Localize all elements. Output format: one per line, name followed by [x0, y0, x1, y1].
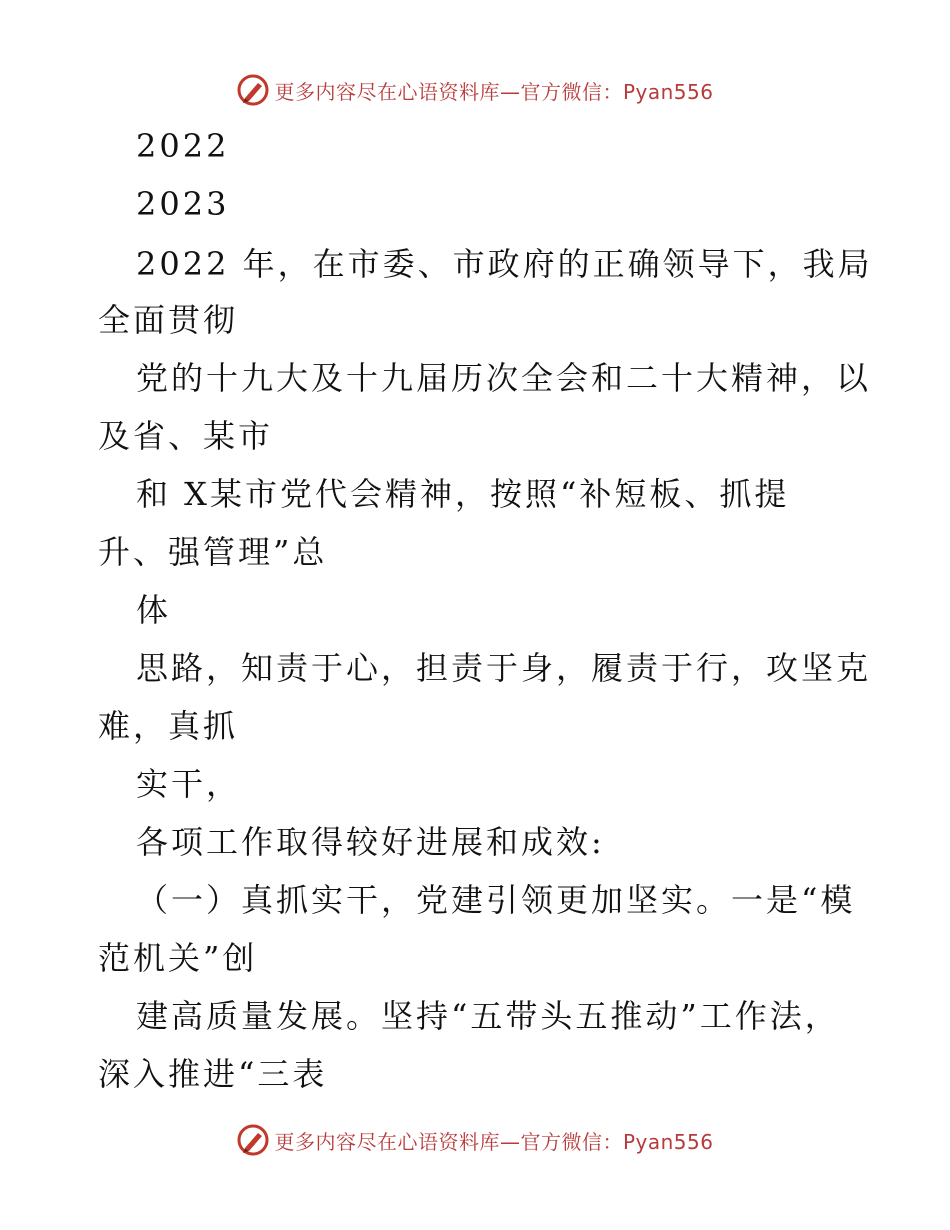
text-line: 各项工作取得较好进展和成效: [136, 823, 605, 861]
pen-logo-icon [236, 1123, 270, 1157]
text-line: 建高质量发展。坚持“五带头五推动”工作法， [136, 997, 840, 1035]
text-line: 全面贯彻 [98, 301, 239, 339]
watermark-footer [0, 1120, 950, 1160]
text-line: 实干， [136, 765, 242, 803]
text-line: 和 X某市党代会精神，按照“补短板、抓提 [136, 475, 790, 513]
text-line: 2022 年，在市委、市政府的正确领导下，我局 [136, 245, 873, 283]
text-line: 思路，知责于心，担责于身，履责于行，攻坚克 [136, 649, 872, 687]
watermark-text: 更多内容尽在心语资料库—官方微信：Pyan556 [274, 1129, 714, 1154]
text-line: 及省、某市 [98, 417, 274, 455]
watermark-header [0, 70, 950, 110]
text-line: 2023 [136, 185, 230, 223]
text-line: 范机关”创 [98, 939, 258, 977]
text-line: 难，真抓 [98, 707, 239, 745]
text-line: 深入推进“三表 [98, 1055, 328, 1093]
text-line: 2022 [136, 127, 230, 165]
watermark-text: 更多内容尽在心语资料库—官方微信：Pyan556 [274, 79, 714, 104]
text-line: 党的十九大及十九届历次全会和二十大精神，以 [136, 359, 872, 397]
text-line: 升、强管理”总 [98, 533, 328, 571]
text-line: （一）真抓实干，党建引领更加坚实。一是“模 [136, 881, 856, 919]
pen-logo-icon [236, 73, 270, 107]
text-line: 体 [136, 591, 172, 629]
